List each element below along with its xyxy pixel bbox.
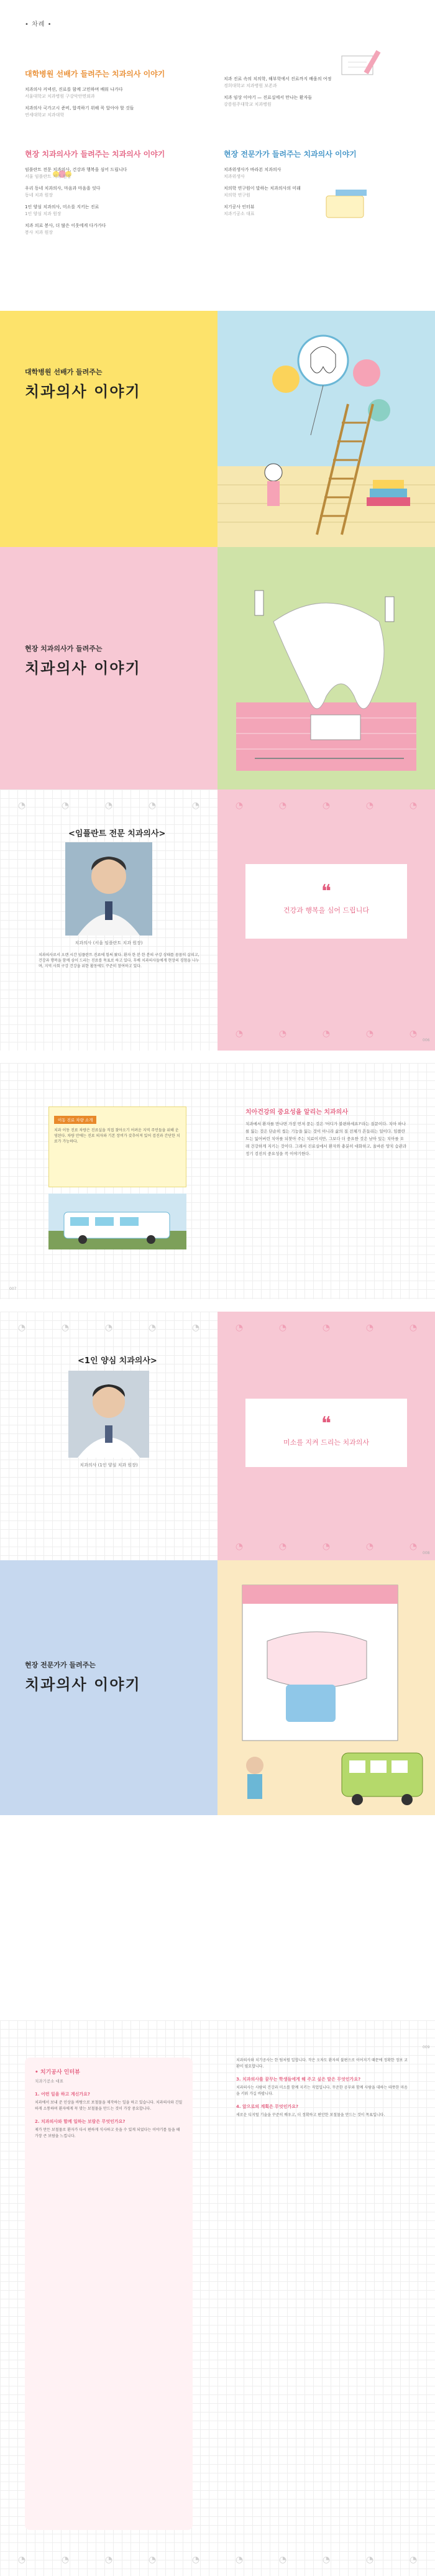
tooth-decor-row: ◔ ◔ ◔ ◔ ◔	[235, 2555, 418, 2565]
profile-caption: 치과의사 (서울 임플란트 치과 원장)	[75, 941, 143, 945]
interview-question: 4. 앞으로의 계획은 무엇인가요?	[236, 2104, 299, 2109]
cover-illustration	[218, 1560, 435, 1815]
essay-page	[0, 1063, 435, 1299]
mobile-clinic-sidebox	[48, 1106, 186, 1187]
ladder-balloon-tooth-illustration-icon	[218, 311, 435, 547]
toc-block-title: 대학병원 선배가 들려주는 치과의사 이야기	[25, 70, 165, 78]
cover-field-expert	[0, 1560, 435, 1815]
tooth-decor-row: ◔ ◔ ◔ ◔ ◔	[17, 1323, 200, 1333]
page-number: 009	[423, 2045, 430, 2049]
essay-title: 치아건강의 중요성을 알리는 치과의사	[245, 1109, 349, 1116]
cover-title: 치과의사 이야기	[25, 1676, 141, 1693]
toc-item[interactable]: 치의학 연구원이 말하는 치과의사의 미래 치의학 연구원	[224, 186, 301, 198]
tooth-decor-row: ◔ ◔ ◔ ◔ ◔	[235, 1323, 418, 1333]
cover-left-panel	[0, 311, 218, 547]
quote-mark-icon: ❝	[321, 1413, 332, 1435]
dentist-portrait-photo-icon	[68, 1371, 149, 1458]
page-number: 007	[9, 1287, 17, 1291]
tooth-decor-row: ◔ ◔ ◔ ◔ ◔	[17, 2555, 200, 2565]
toc-item[interactable]: 치과 진료 속의 치의학, 해부학에서 진료까지 배움의 여정 경희대학교 치과병원 보존과	[224, 76, 332, 88]
toc-block-field-dentist	[25, 149, 211, 241]
sidebox-text: 치과 이동 진료 차량은 진료실을 직접 찾아오기 어려운 지역 주민들을 위해 운영된다. 차량 안에는 진료 의자와 기본 장비가 갖추어져 있어 검진과 간단한 치료가 가능하다.	[54, 1128, 180, 1144]
tooth-decor-row: ◔ ◔ ◔ ◔ ◔	[17, 801, 200, 811]
interview-subtitle: 치과기공소 대표	[35, 2079, 64, 2084]
tooth-decor-row: ◔ ◔ ◔ ◔ ◔	[235, 801, 418, 811]
cover-field-dentist	[0, 547, 435, 789]
interview-question: 3. 치과의사를 꿈꾸는 학생들에게 해 주고 싶은 말은 무엇인가요?	[236, 2077, 361, 2082]
toc-block-field-expert	[224, 149, 410, 241]
toc-block-title: 현장 전문가가 들려주는 치과의사 이야기	[224, 150, 357, 159]
page-number: 006	[423, 1038, 430, 1042]
page-number: 008	[423, 1551, 430, 1555]
profile-solo-dentist	[0, 1312, 435, 1560]
toc-item[interactable]: 치과 임상 이야기 — 진료실에서 만나는 환자들 강릉원주대학교 치과병원	[224, 95, 313, 107]
quote-mark-icon: ❝	[321, 881, 332, 903]
interview-name: • 치기공사 인터뷰	[35, 2069, 80, 2076]
cover-illustration	[218, 547, 435, 789]
clinic-and-bus-illustration-icon	[218, 1560, 435, 1815]
cover-title: 치과의사 이야기	[25, 660, 141, 677]
toc-header: • 차례 •	[25, 21, 52, 28]
quote-text: 미소를 지켜 드리는 치과의사	[283, 1438, 369, 1447]
big-tooth-illustration-icon	[218, 547, 435, 789]
cover-left-panel	[0, 1560, 218, 1815]
cover-kicker: 대학병원 선배가 들려주는	[25, 368, 103, 376]
toc-item[interactable]: 치과 의료 봉사, 더 많은 이웃에게 다가가다 봉사 치과 원장	[25, 223, 106, 235]
toc-item[interactable]: 치기공사 인터뷰 치과기공소 대표	[224, 205, 255, 216]
tooth-decor-row: ◔ ◔ ◔ ◔ ◔	[235, 1029, 418, 1039]
tooth-decor-row: ◔ ◔ ◔ ◔ ◔	[235, 1542, 418, 1552]
interview-paragraph: 새로운 디지털 기술을 꾸준히 배우고, 더 정확하고 편안한 보철물을 만드는 것이 목표입니다.	[236, 2113, 385, 2117]
cover-university	[0, 311, 435, 547]
toc-block-university	[25, 68, 211, 124]
cover-kicker: 현장 전문가가 들려주는	[25, 1661, 96, 1669]
interview-right-column	[236, 2058, 410, 2118]
profile-label: <임플란트 전문 치과의사>	[68, 829, 166, 839]
profile-body: 치과의사로서 오랜 시간 임플란트 진료에 힘써 왔다. 환자 한 분 한 분의 구강 상태를 꼼꼼히 살피고, 건강과 행복을 함께 심어 드리는 진료를 목표로 하고 있다. 후배 치과의사들에게 현장의 경험을 나누며, 지역 사회 구강 건강을 위한 활동에도 꾸준히 참여하고 있다.	[39, 953, 199, 968]
interview-paragraph: 치과의사와 치기공사는 한 팀처럼 일합니다. 작은 오차도 환자의 불편으로 이어지기 때문에 정확한 정보 교환이 필요합니다.	[236, 2058, 408, 2069]
toc-block-university-2	[224, 68, 410, 124]
interview-question: 2. 치과의사와 함께 일하는 보람은 무엇인가요?	[35, 2119, 126, 2124]
mobile-clinic-bus-photo-icon	[48, 1194, 186, 1249]
interview-paragraph: 치과의사는 사람의 건강과 미소를 함께 지키는 직업입니다. 꾸준한 공부와 함께 사람을 대하는 따뜻한 마음을 키워 가길 바랍니다.	[236, 2086, 408, 2096]
sidebox-tag: 이동 진료 차량 소개	[54, 1116, 96, 1124]
toc-grid	[25, 68, 410, 241]
toc-item[interactable]: 1인 양심 치과의사, 미소를 지키는 진료 1인 양심 치과 원장	[25, 205, 99, 216]
profile-caption: 치과의사 (1인 양심 치과 원장)	[80, 1463, 138, 1468]
toc-item[interactable]: 임플란트 전문 치과의사, 건강과 행복을 심어 드립니다 서울 임플란트 치과 원장	[25, 167, 127, 179]
interview-answer: 제가 만든 보철물로 환자가 다시 편하게 식사하고 웃을 수 있게 되었다는 이야기를 들을 때 가장 큰 보람을 느낍니다.	[35, 2128, 180, 2138]
quote-text: 건강과 행복을 심어 드립니다	[283, 906, 369, 914]
interview-card	[25, 2058, 193, 2530]
interview-question: 1. 어떤 일을 하고 계신가요?	[35, 2092, 90, 2097]
cover-title: 치과의사 이야기	[25, 383, 141, 400]
table-of-contents-page	[0, 0, 435, 292]
essay-text: 치과에서 환자를 만나면 가장 먼저 묻는 것은 '어디가 불편하세요?'라는 질문이다. 치아 하나를 잃는 것은 단순히 씹는 기능을 잃는 것이 아니라 삶의 질 전체가 흔들리는 일이다. 임플란트는 잃어버린 치아를 되찾아 주는 치료이지만, 그보다 더 중요한 것은 남아 있는 치아를 오래 건강하게 지키는 것이다. 그래서 진료실에서 환자와 충분히 대화하고, 올바른 양치 습관과 정기 검진의 중요성을 꼭 이야기한다.	[245, 1121, 407, 1156]
profile-label: <1인 양심 치과의사>	[78, 1356, 157, 1366]
toc-item[interactable]: 치과의사 커넥션, 진료를 함께 고민하며 배워 나가다 서울대학교 치과병원 구강악안면외과	[25, 87, 123, 99]
toc-block-title: 현장 치과의사가 들려주는 치과의사 이야기	[25, 150, 165, 159]
pull-quote	[245, 1399, 407, 1467]
pull-quote	[245, 864, 407, 939]
interview-answer: 치과에서 보내 준 인상을 바탕으로 보철물을 제작하는 일을 하고 있습니다. 치과의사와 긴밀하게 소통하며 환자에게 꼭 맞는 보철물을 만드는 것이 가장 중요합니다.	[35, 2100, 183, 2111]
cover-kicker: 현장 치과의사가 들려주는	[25, 645, 103, 653]
profile-implant-dentist	[0, 789, 435, 1051]
cover-illustration	[218, 311, 435, 547]
toc-item[interactable]: 우리 동네 치과의사, 마음과 마음을 잇다 동네 치과 원장	[25, 186, 101, 198]
cover-left-panel	[0, 547, 218, 789]
toc-item[interactable]: 치과의사 국가고시 준비, 합격하기 위해 꼭 알아야 할 것들 연세대학교 치과대학	[25, 106, 134, 117]
toc-item[interactable]: 치과위생사가 바라본 치과의사 치과위생사	[224, 167, 282, 179]
dentist-portrait-photo-icon	[65, 842, 152, 936]
interview-page	[0, 2020, 435, 2576]
